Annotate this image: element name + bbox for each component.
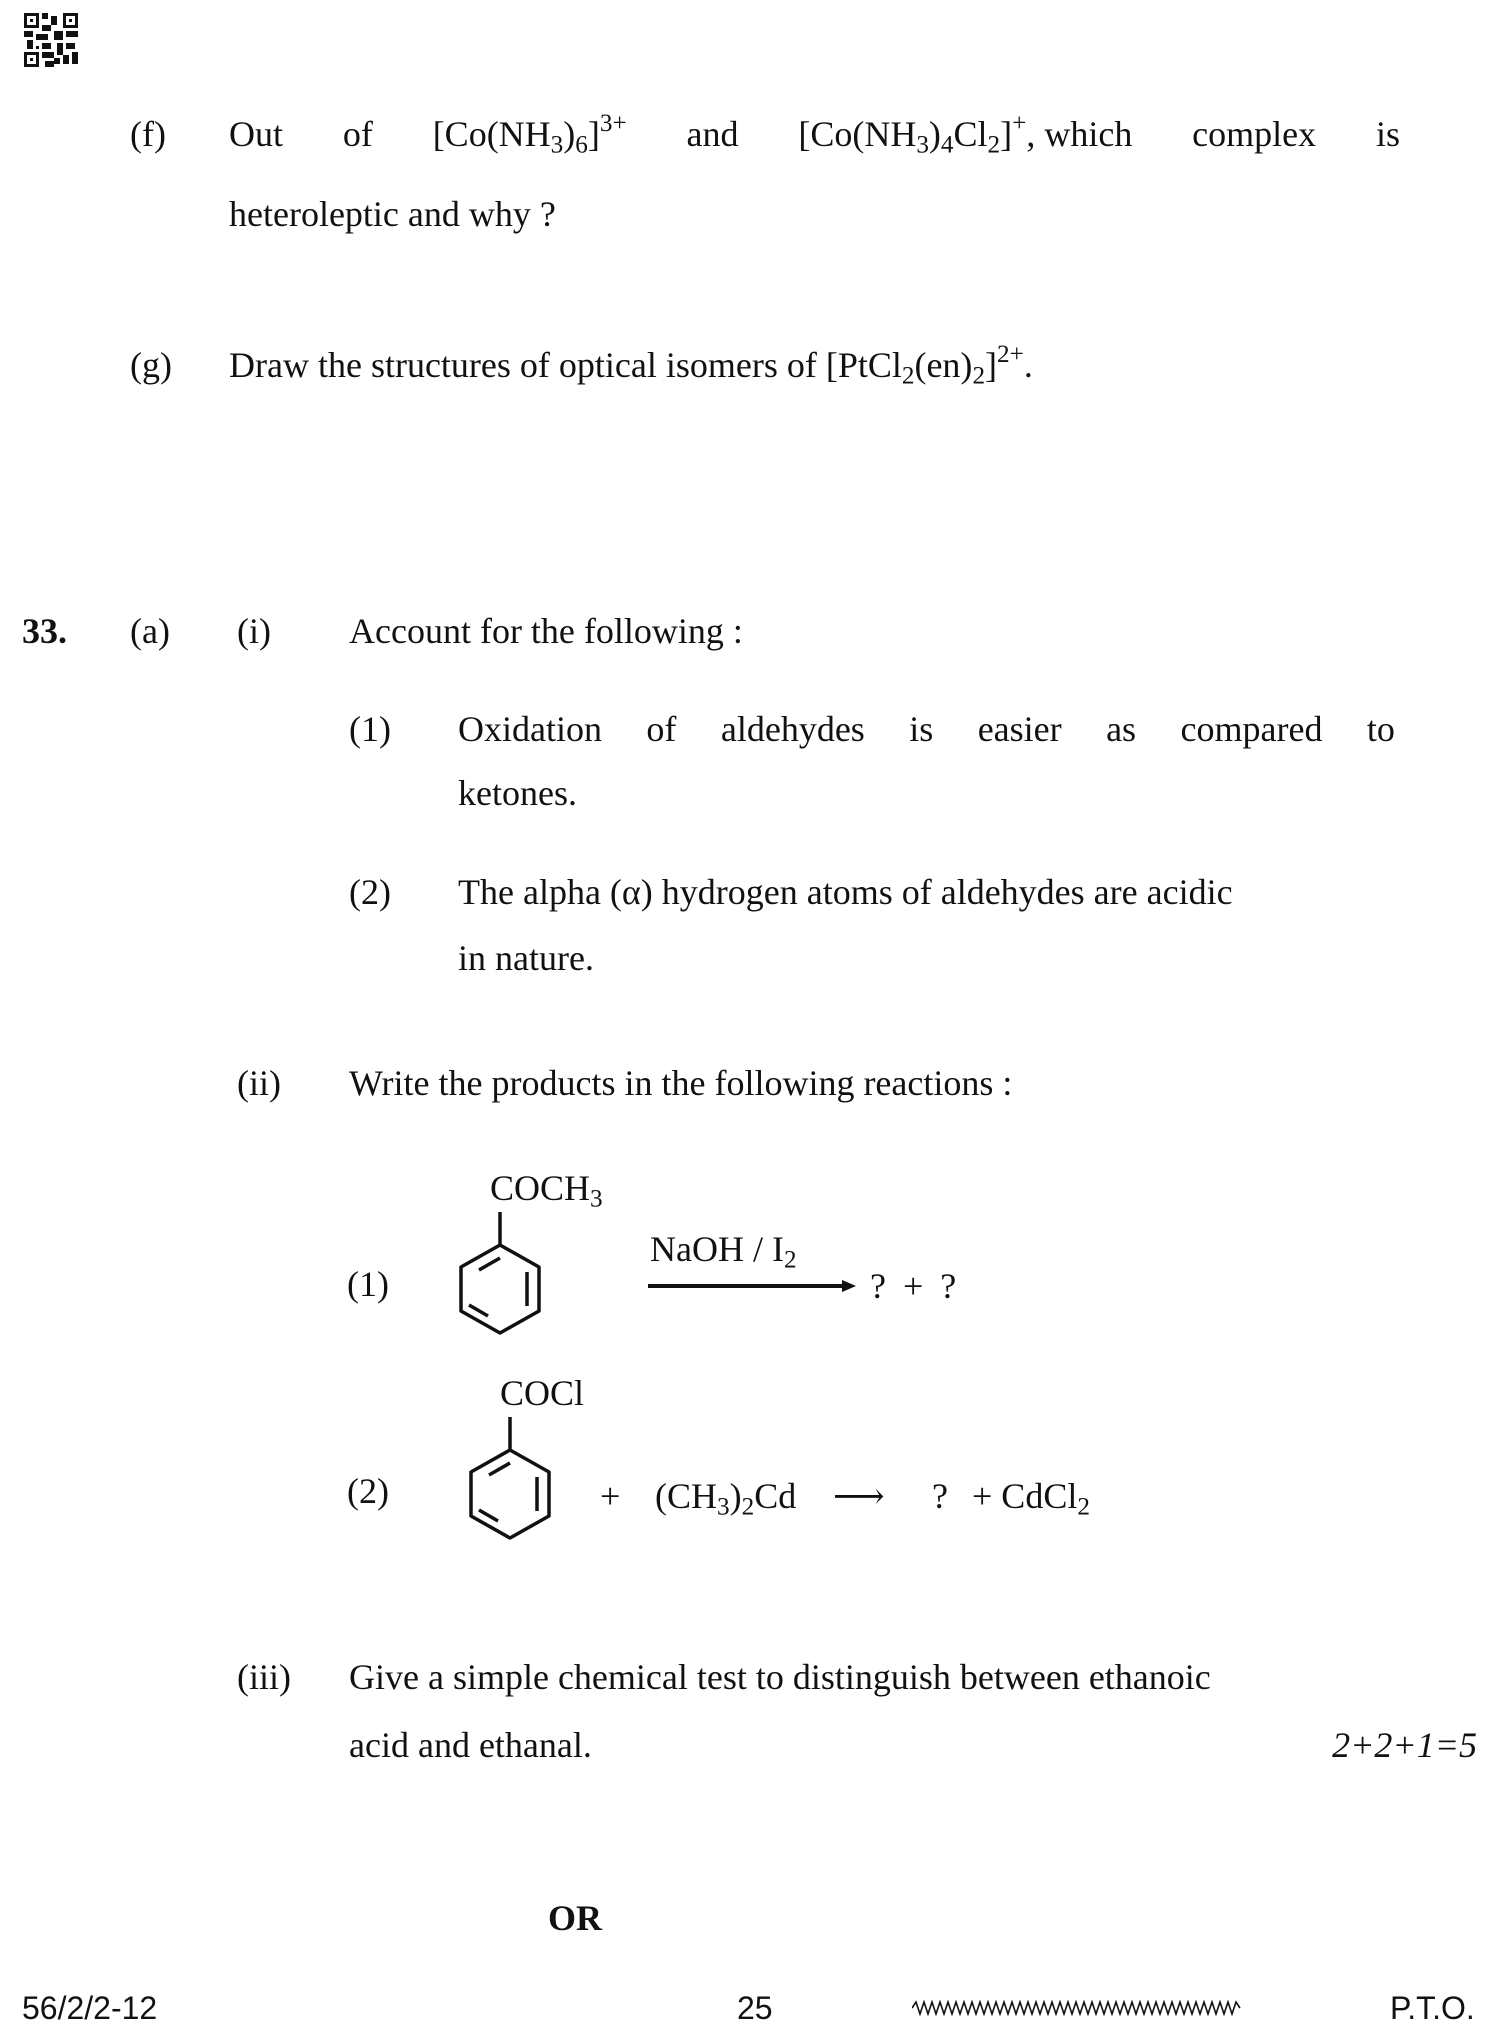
reaction-2-product: ? <box>932 1476 948 1516</box>
reaction-2-substituent: COCl <box>500 1373 585 1413</box>
reaction-1-label: (1) <box>347 1264 389 1304</box>
q33a-i-2-line1: The alpha (α) hydrogen atoms of aldehydes are acidic <box>458 872 1233 912</box>
q33a-i-2-line2: in nature. <box>458 938 594 978</box>
q33-number: 33. <box>22 611 67 651</box>
benzene-ring-icon <box>455 1210 545 1335</box>
word: Out <box>229 114 283 154</box>
q32f-line2: heteroleptic and why ? <box>229 194 556 234</box>
marks-allocation: 2+2+1=5 <box>1332 1725 1477 1765</box>
benzene-ring-icon <box>465 1415 555 1540</box>
q33a-ii-label: (ii) <box>237 1063 281 1103</box>
reaction-2-reagent: $(CH_3)_2Cd$ <box>655 1476 797 1521</box>
q33a-iii-line2: acid and ethanal. <box>349 1725 592 1765</box>
q33a-i-label: (i) <box>237 611 271 651</box>
wavy-line-decoration-icon <box>912 2000 1242 2016</box>
q33a-iii-label: (iii) <box>237 1657 291 1697</box>
q33a-ii-text: Write the products in the following reactions : <box>349 1063 1013 1103</box>
q32f-label: (f) <box>130 114 166 154</box>
formula-ptcl2-en2: $[PtCl_2(en)_2]^{2+}$. <box>825 340 1033 390</box>
reaction-1-products: ? + ? <box>870 1266 957 1306</box>
reaction-1-substituent: $COCH_3$ <box>490 1168 603 1213</box>
q33a-i-1-label: (1) <box>349 709 391 749</box>
word: of <box>342 114 373 154</box>
q33-part-a: (a) <box>130 611 170 651</box>
reaction-2-label: (2) <box>347 1471 389 1511</box>
q32f-line1 <box>229 109 1400 159</box>
q33a-iii-line1: Give a simple chemical test to distinguish between ethanoic <box>349 1657 1211 1697</box>
page-number: 25 <box>737 1990 773 2026</box>
word: is <box>1375 114 1400 154</box>
q32g-label: (g) <box>130 345 172 385</box>
q33a-i-1-line1: Oxidation of aldehydes is easier as compared to <box>458 709 1395 749</box>
or-separator: OR <box>548 1898 602 1938</box>
formula-co-nh3-6: $[Co(NH_3)_6]^{3+}$ <box>432 109 627 159</box>
word: complex <box>1192 114 1317 154</box>
formula-co-nh3-4-cl2: $[Co(NH_3)_4Cl_2]^+$, which <box>798 109 1133 159</box>
q33a-i-1-line2: ketones. <box>458 773 577 813</box>
paper-code: 56/2/2-12 <box>22 1990 158 2026</box>
q33a-i-2-label: (2) <box>349 872 391 912</box>
reaction-arrow-icon <box>648 1276 858 1296</box>
reaction-2-plus: + <box>600 1476 621 1516</box>
word: and <box>686 114 739 154</box>
reaction-1-reagent: NaOH / $I_2$ <box>650 1229 797 1274</box>
q33a-i-text: Account for the following : <box>349 611 743 651</box>
qr-code-icon <box>24 13 78 67</box>
reaction-2-arrow: ⟶ <box>833 1476 885 1516</box>
reaction-2-byproduct: + CdCl$_2$ <box>972 1476 1090 1521</box>
q32g-text: Draw the structures of optical isomers of $[PtCl_2(en)_2]^{2+}$. <box>229 340 1033 390</box>
pto-label: P.T.O. <box>1390 1990 1475 2026</box>
